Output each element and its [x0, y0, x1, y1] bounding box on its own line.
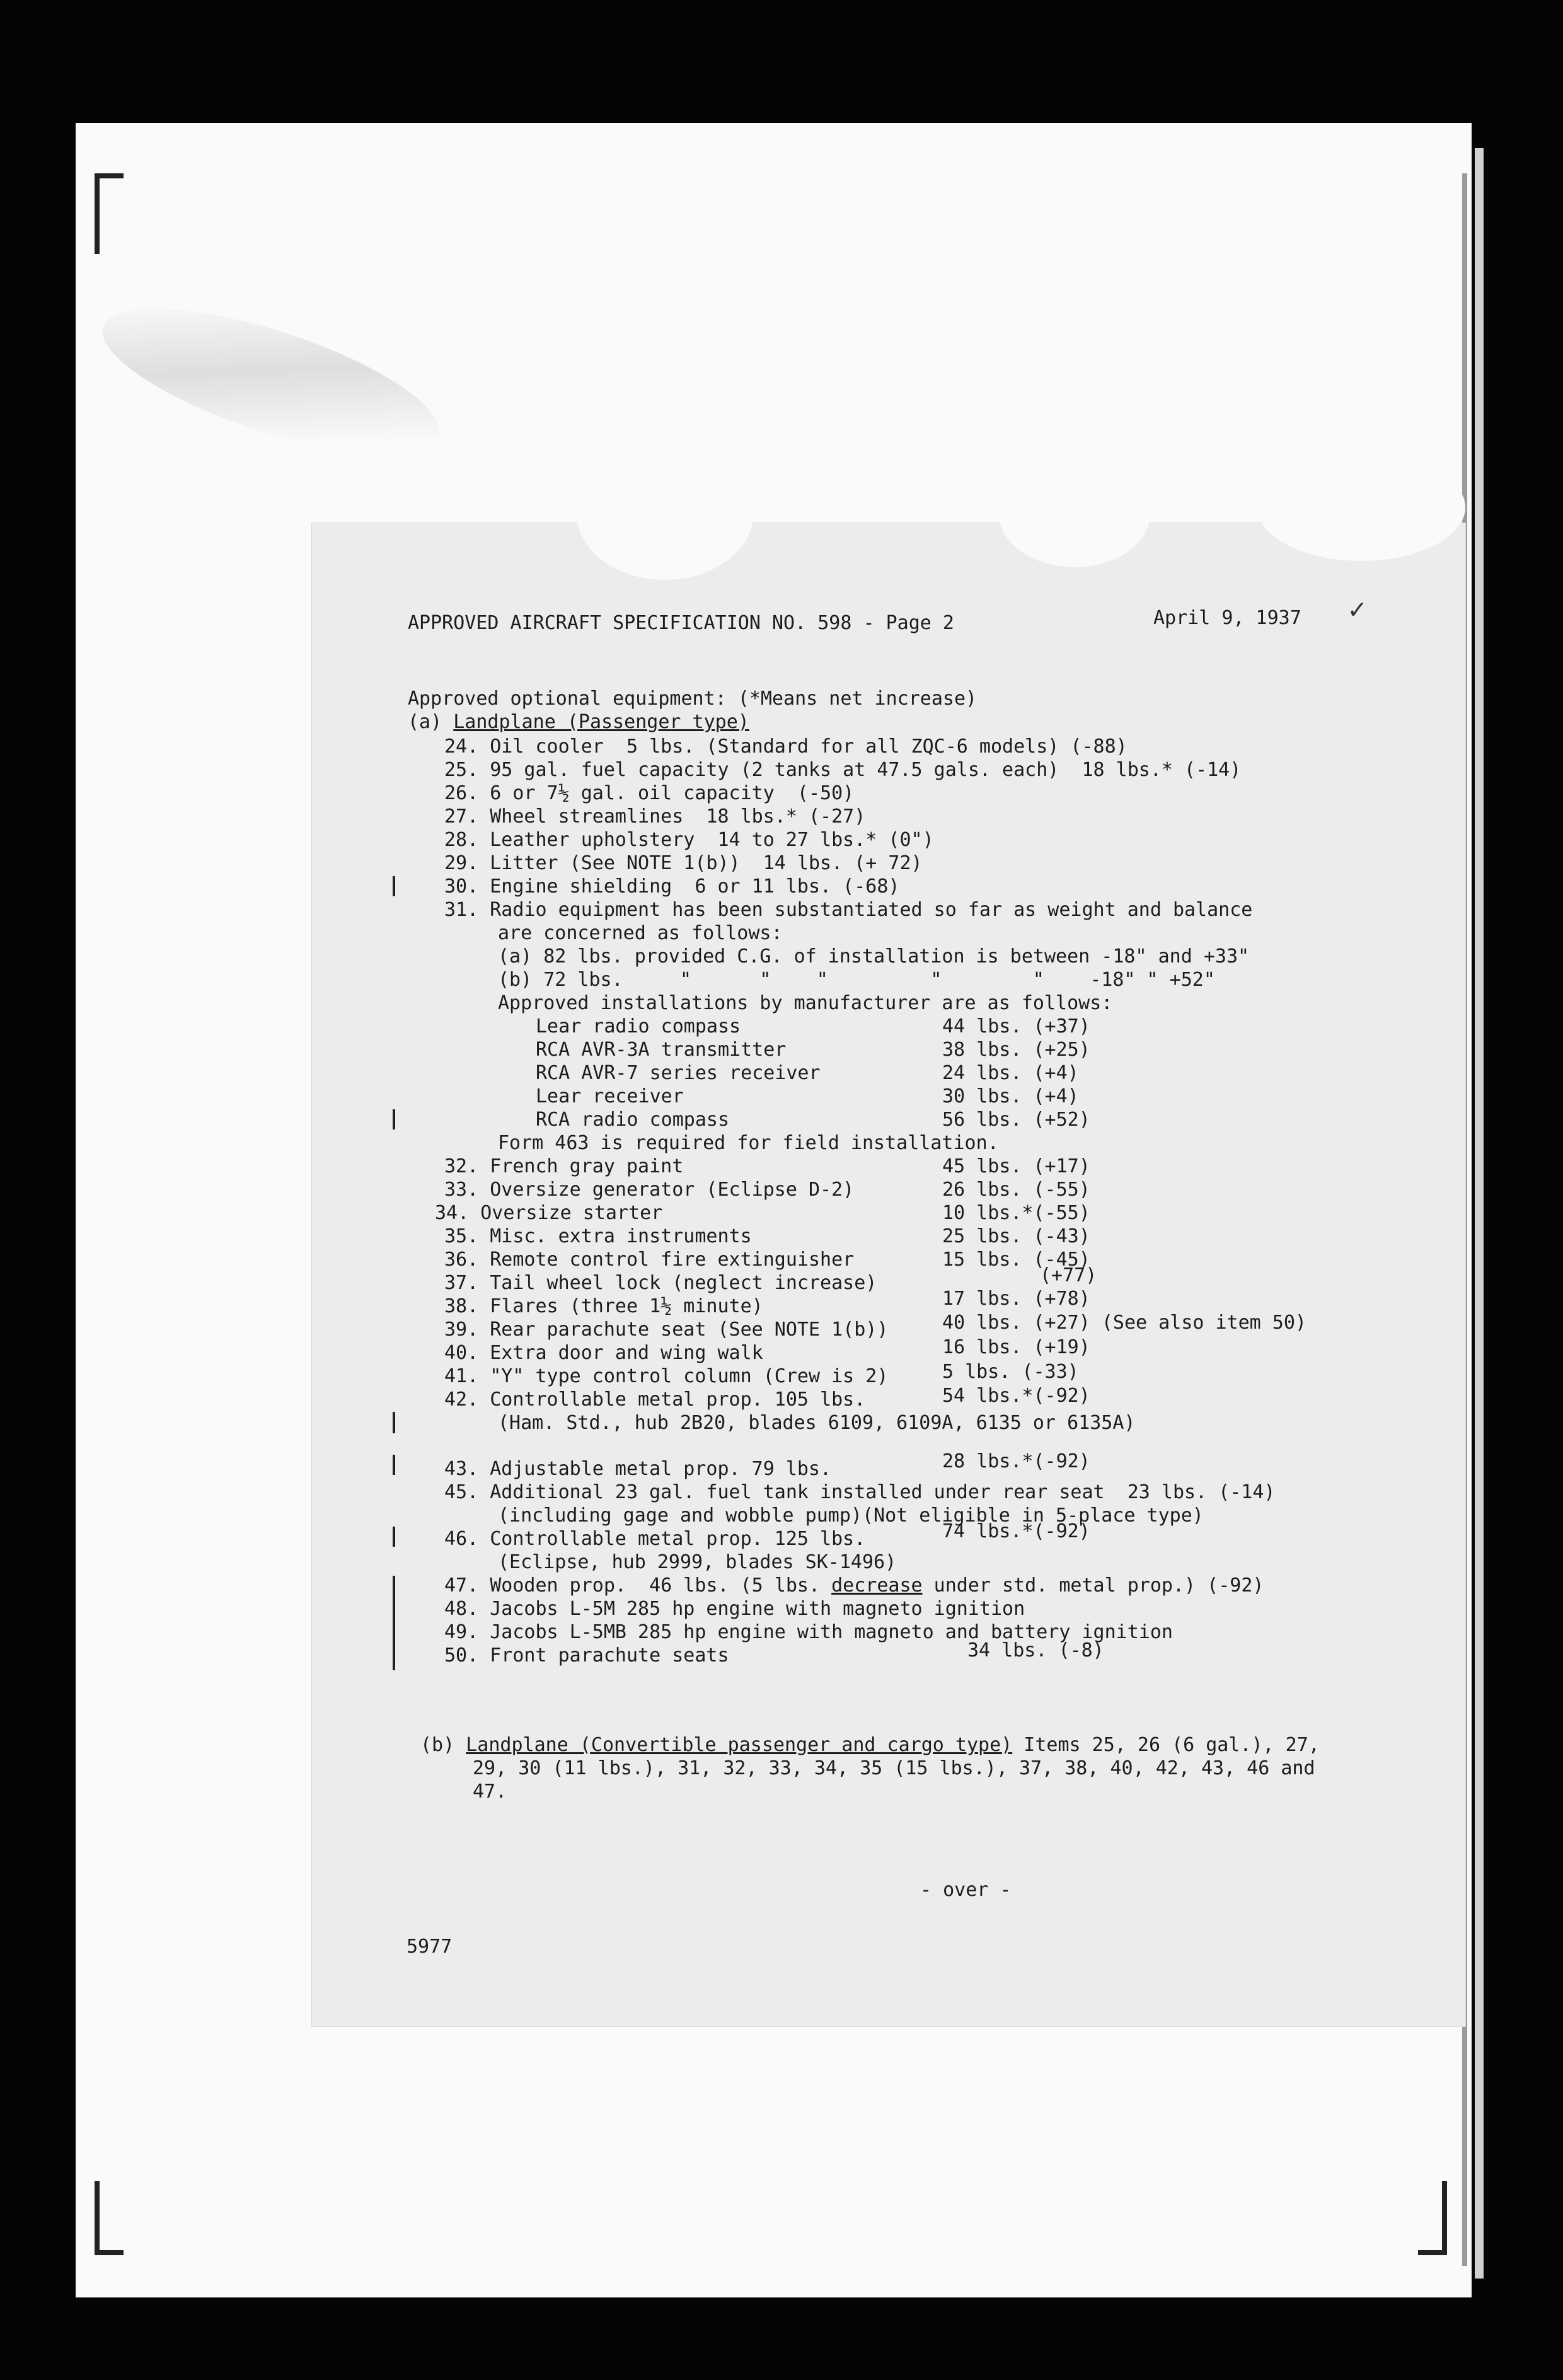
item-32-name: 32. French gray paint — [444, 1155, 684, 1177]
radio-item-value: 44 lbs. (+37) — [942, 1015, 1090, 1037]
radio-item-value: 24 lbs. (+4) — [942, 1062, 1079, 1084]
section-a-title: Landplane (Passenger type) — [453, 711, 749, 733]
item-47-text: 47. Wooden prop. 46 lbs. (5 lbs. — [444, 1574, 832, 1597]
section-a-label: (a) — [408, 711, 454, 733]
item-46-detail: (Eclipse, hub 2999, blades SK-1496) — [498, 1551, 897, 1573]
radio-item-name: RCA AVR-3A transmitter — [536, 1039, 787, 1061]
margin-mark — [393, 1455, 395, 1475]
item-33-name: 33. Oversize generator (Eclipse D-2) — [444, 1179, 855, 1201]
page-edge-shadow — [1475, 148, 1484, 2279]
item-35-value: 25 lbs. (-43) — [942, 1225, 1090, 1247]
document-title: APPROVED AIRCRAFT SPECIFICATION NO. 598 - Page 2 — [408, 612, 954, 634]
document-body — [312, 523, 1465, 2026]
radio-item-value: 38 lbs. (+25) — [942, 1039, 1090, 1061]
document-date: April 9, 1937 — [1153, 607, 1301, 629]
crop-mark-bottom-left — [95, 2181, 124, 2255]
item-47 — [444, 1574, 1264, 1597]
item-31-text: are concerned as follows: — [498, 922, 783, 944]
item-41-value: 5 lbs. (-33) — [942, 1361, 1079, 1383]
crop-mark-top-left — [95, 173, 124, 254]
item-33-value: 26 lbs. (-55) — [942, 1179, 1090, 1201]
item-42-value: 54 lbs.*(-92) — [942, 1385, 1090, 1407]
radio-item-name: RCA radio compass — [536, 1109, 730, 1131]
item-24: 24. Oil cooler 5 lbs. (Standard for all ZQC-6 models) (-88) — [444, 736, 1128, 758]
item-31-a: (a) 82 lbs. provided C.G. of installation is between -18" and +33" — [498, 945, 1250, 968]
item-49: 49. Jacobs L-5MB 285 hp engine with magneto and battery ignition — [444, 1621, 1173, 1643]
intro-line: Approved optional equipment: (*Means net increase) — [408, 688, 978, 710]
item-38-value: 17 lbs. (+78) — [942, 1288, 1090, 1310]
item-50-value: 34 lbs. (-8) — [967, 1639, 1104, 1661]
item-30: 30. Engine shielding 6 or 11 lbs. (-68) — [444, 875, 900, 898]
item-46-name: 46. Controllable metal prop. 125 lbs. — [444, 1528, 866, 1550]
item-34-value: 10 lbs.*(-55) — [942, 1202, 1090, 1224]
continued-note: - over - — [920, 1879, 1012, 1901]
radio-item-name: Lear receiver — [536, 1085, 684, 1107]
item-28: 28. Leather upholstery 14 to 27 lbs.* (0") — [444, 829, 934, 851]
item-25: 25. 95 gal. fuel capacity (2 tanks at 47.5 gals. each) 18 lbs.* (-14) — [444, 759, 1242, 781]
check-mark-icon: ✓ — [1349, 593, 1366, 625]
item-47-text-end: under std. metal prop.) (-92) — [922, 1574, 1264, 1597]
section-b-text: Items 25, 26 (6 gal.), 27, — [1012, 1734, 1320, 1756]
page-number: 5977 — [407, 1936, 453, 1958]
section-b-line-3: 47. — [473, 1781, 507, 1803]
item-43-value: 28 lbs.*(-92) — [942, 1450, 1090, 1472]
item-31: 31. Radio equipment has been substantiated so far as weight and balance — [444, 899, 1253, 921]
item-26: 26. 6 or 7½ gal. oil capacity (-50) — [444, 782, 855, 804]
item-31-installations: Approved installations by manufacturer are as follows: — [498, 992, 1113, 1014]
margin-mark — [393, 1412, 395, 1433]
radio-item-name: RCA AVR-7 series receiver — [536, 1062, 821, 1084]
margin-mark — [393, 1527, 395, 1547]
radio-item-name: Lear radio compass — [536, 1015, 741, 1037]
scan-smudge — [88, 279, 454, 483]
item-34-name: 34. Oversize starter — [435, 1202, 663, 1224]
item-42-detail: (Ham. Std., hub 2B20, blades 6109, 6109A, 6135 or 6135A) — [498, 1412, 1136, 1434]
item-27: 27. Wheel streamlines 18 lbs.* (-27) — [444, 806, 866, 828]
item-41-name: 41. "Y" type control column (Crew is 2) — [444, 1365, 889, 1387]
item-29: 29. Litter (See NOTE 1(b)) 14 lbs. (+ 72) — [444, 852, 923, 874]
section-b-line-2: 29, 30 (11 lbs.), 31, 32, 33, 34, 35 (15 lbs.), 37, 38, 40, 42, 43, 46 and — [473, 1757, 1315, 1779]
item-31-b: (b) 72 lbs. " " " " " -18" " +52" — [498, 969, 1215, 991]
section-b-title: Landplane (Convertible passenger and cargo type) — [466, 1734, 1013, 1756]
item-45-detail: (including gage and wobble pump)(Not eligible in 5-place type) — [498, 1505, 1204, 1527]
item-40-name: 40. Extra door and wing walk — [444, 1342, 763, 1364]
item-40-value: 16 lbs. (+19) — [942, 1336, 1090, 1358]
item-35-name: 35. Misc. extra instruments — [444, 1225, 752, 1247]
radio-item-value: 30 lbs. (+4) — [942, 1085, 1079, 1107]
item-48: 48. Jacobs L-5M 285 hp engine with magneto ignition — [444, 1598, 1025, 1620]
margin-mark — [393, 1109, 395, 1129]
item-39-name: 39. Rear parachute seat (See NOTE 1(b)) — [444, 1319, 889, 1341]
item-45: 45. Additional 23 gal. fuel tank installed under rear seat 23 lbs. (-14) — [444, 1481, 1276, 1503]
item-37-value: (+77) — [1040, 1264, 1097, 1286]
section-b-line-1 — [420, 1733, 1320, 1757]
document-sheet — [312, 523, 1465, 2026]
item-36-name: 36. Remote control fire extinguisher — [444, 1249, 855, 1271]
item-42-name: 42. Controllable metal prop. 105 lbs. — [444, 1389, 866, 1411]
section-a-heading — [408, 710, 749, 734]
margin-mark — [393, 1576, 395, 1670]
item-47-underlined: decrease — [831, 1574, 923, 1597]
item-31-form: Form 463 is required for field installation. — [498, 1132, 999, 1154]
item-46-value: 74 lbs.*(-92) — [942, 1520, 1090, 1542]
item-32-value: 45 lbs. (+17) — [942, 1155, 1090, 1177]
item-38-name: 38. Flares (three 1½ minute) — [444, 1295, 763, 1317]
radio-item-value: 56 lbs. (+52) — [942, 1109, 1090, 1131]
item-43-name: 43. Adjustable metal prop. 79 lbs. — [444, 1458, 832, 1480]
item-50-name: 50. Front parachute seats — [444, 1644, 729, 1667]
item-37-name: 37. Tail wheel lock (neglect increase) — [444, 1272, 877, 1294]
margin-mark — [393, 876, 395, 896]
item-39-value: 40 lbs. (+27) (See also item 50) — [942, 1312, 1306, 1334]
section-b-label: (b) — [420, 1734, 466, 1756]
item-36-value: 15 lbs. (-45) — [942, 1249, 1090, 1271]
crop-mark-bottom-right — [1418, 2181, 1447, 2255]
